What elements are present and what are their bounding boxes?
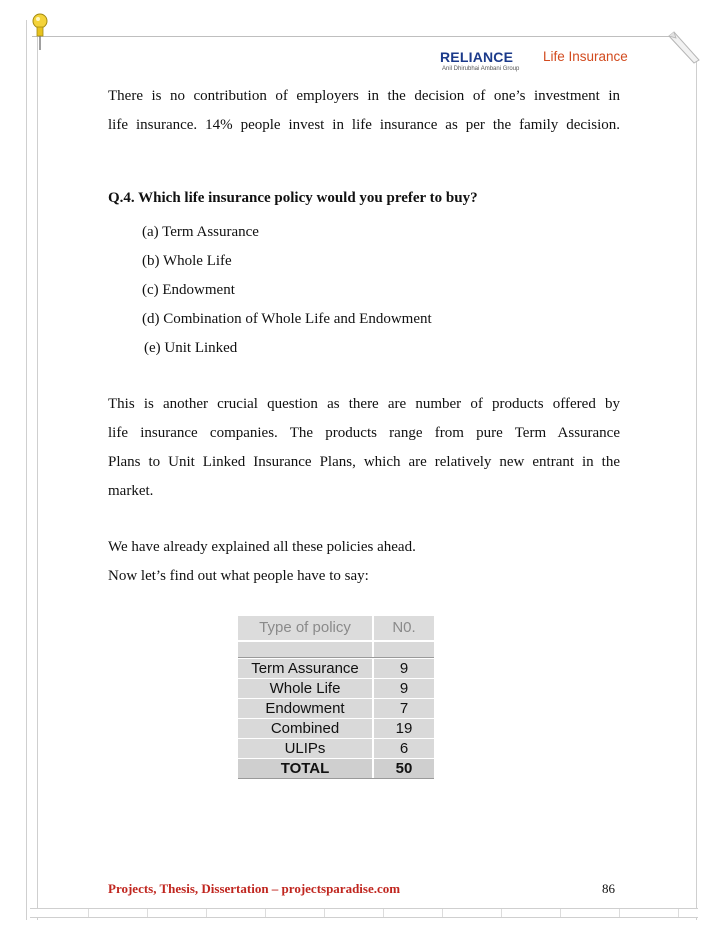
logo-product: Life Insurance (543, 49, 628, 64)
table-cell (374, 642, 434, 658)
option-item: (d) Combination of Whole Life and Endowment (142, 311, 432, 327)
table-cell: 6 (374, 739, 434, 758)
page-number: 86 (602, 881, 615, 896)
footer-source: Projects, Thesis, Dissertation – projectsparadise.com (108, 881, 401, 896)
table-header-cell: Type of policy (238, 616, 372, 640)
option-item: (a) Term Assurance (142, 224, 259, 240)
logo-tagline: Anil Dhirubhai Ambani Group (442, 66, 520, 72)
table-cell: 19 (374, 719, 434, 738)
intro-line: There is no contribution of employers in the decision of one’s investment in (108, 88, 620, 104)
table-bottom-border (238, 778, 434, 779)
policy-table (238, 616, 434, 778)
option-item: (e) Unit Linked (144, 340, 238, 356)
table-cell: 7 (374, 699, 434, 718)
table-cell (238, 642, 372, 658)
option-item: (c) Endowment (142, 282, 235, 298)
explanation-line: market. (108, 483, 154, 499)
reliance-logo (440, 49, 640, 75)
table-row (238, 719, 434, 738)
table-row (238, 679, 434, 698)
lead-in-line: We have already explained all these policies ahead. (108, 539, 416, 555)
table-spacer-row (238, 642, 434, 658)
table-cell: ULIPs (238, 739, 372, 758)
page-curl-icon (668, 30, 700, 64)
table-row (238, 699, 434, 718)
table-total-row (238, 759, 434, 778)
table-header-cell: N0. (374, 616, 434, 640)
table-header-row (238, 616, 434, 640)
table-divider (238, 657, 434, 658)
table-cell: 9 (374, 679, 434, 698)
explanation-line: Plans to Unit Linked Insurance Plans, which are relatively new entrant in the (108, 454, 620, 470)
lead-in-paragraph (108, 533, 620, 591)
table-total-value: 50 (374, 759, 434, 778)
option-item: (b) Whole Life (142, 253, 232, 269)
page-frame-top (32, 36, 670, 37)
question-title: Q.4. Which life insurance policy would you prefer to buy? (108, 190, 478, 206)
logo-brand: RELIANCE (440, 49, 514, 65)
explanation-line: This is another crucial question as there are number of products offered by (108, 396, 620, 412)
page-frame-bottom (30, 908, 698, 918)
table-cell: Term Assurance (238, 659, 372, 678)
push-pin-icon (28, 12, 52, 52)
table-row (238, 739, 434, 758)
table-total-label: TOTAL (238, 759, 372, 778)
table-row (238, 659, 434, 678)
page-frame-left (26, 20, 38, 920)
intro-line: life insurance. 14% people invest in life insurance as per the family decision. (108, 117, 620, 133)
option-list (142, 218, 432, 363)
page-frame-right (696, 60, 697, 920)
explanation-paragraph (108, 390, 620, 506)
intro-paragraph (108, 82, 620, 140)
table-cell: Whole Life (238, 679, 372, 698)
table-cell: 9 (374, 659, 434, 678)
explanation-line: life insurance companies. The products range from pure Term Assurance (108, 425, 620, 441)
table-cell: Endowment (238, 699, 372, 718)
lead-in-line: Now let’s find out what people have to say: (108, 568, 369, 584)
table-cell: Combined (238, 719, 372, 738)
